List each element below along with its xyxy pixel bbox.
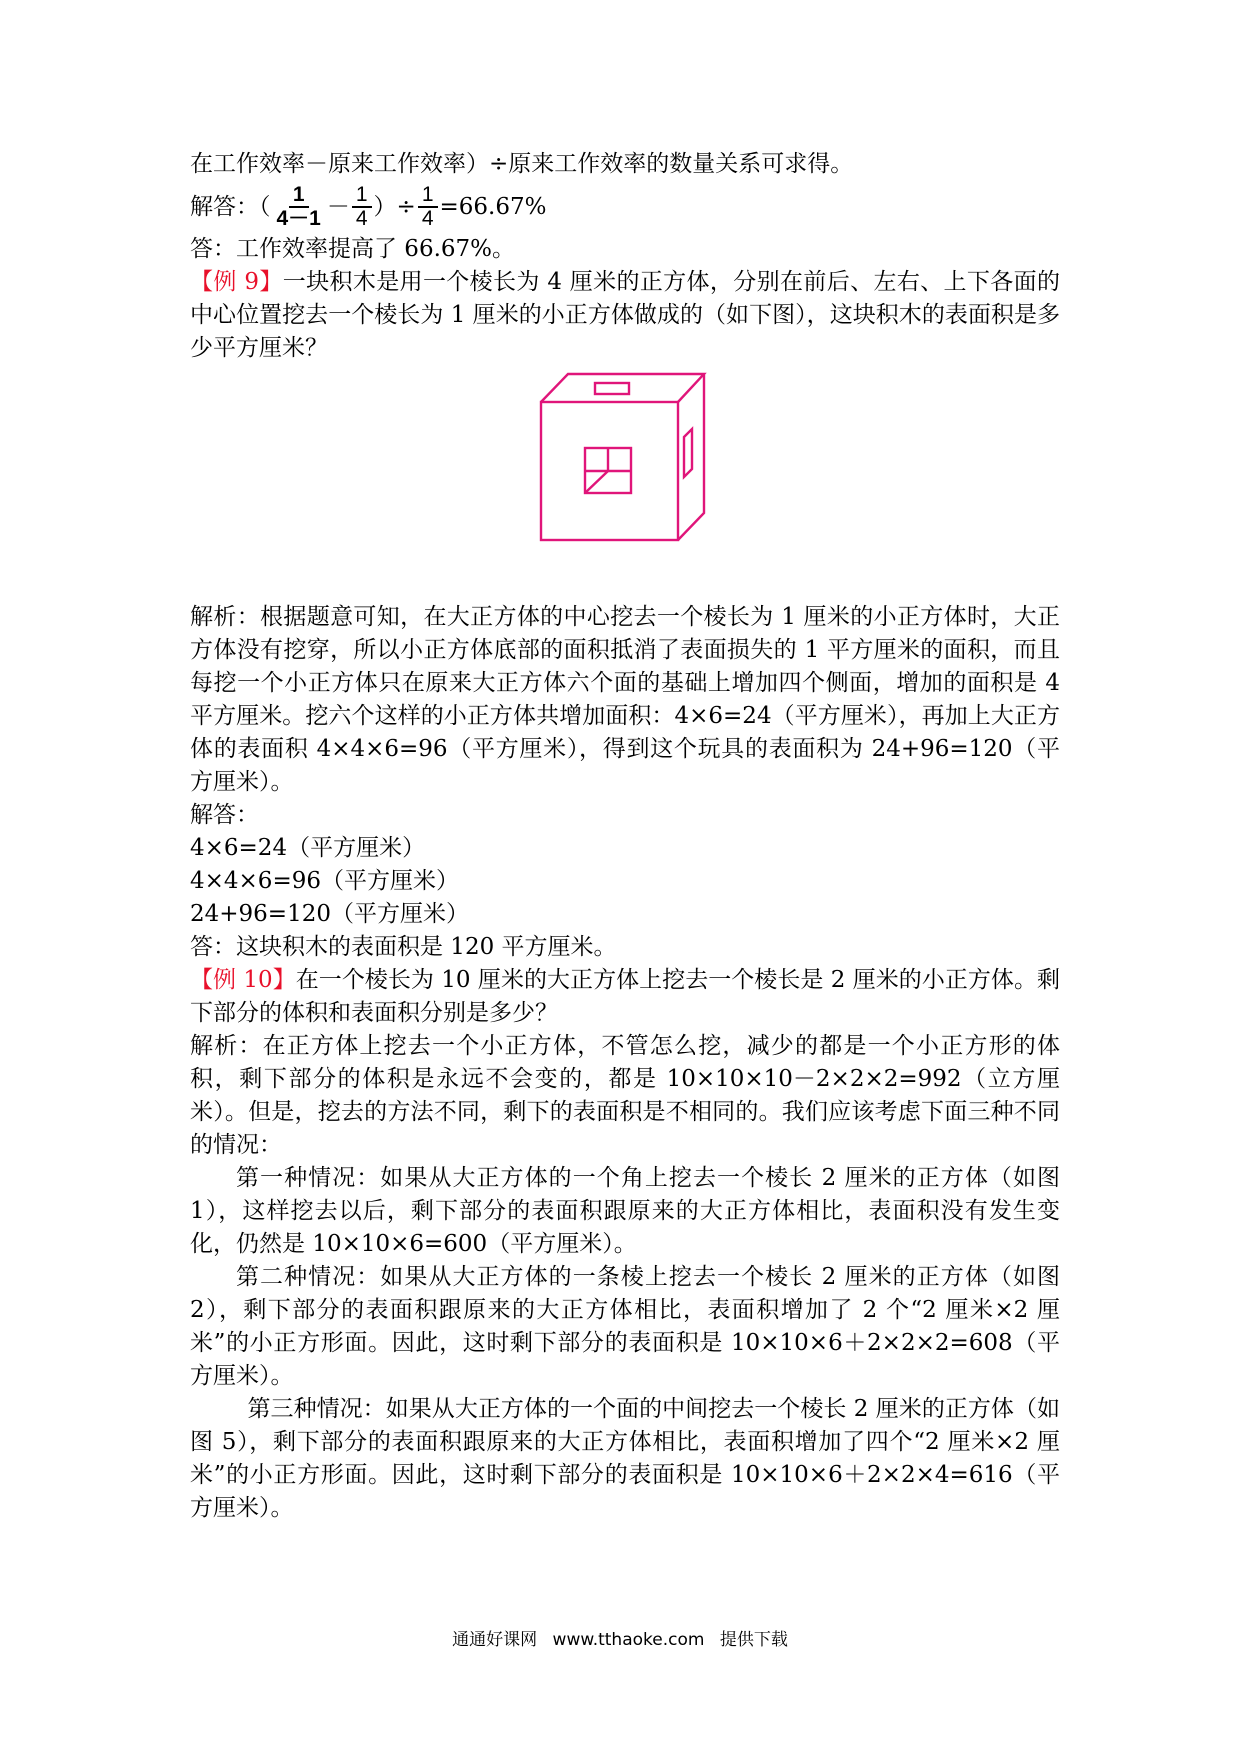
example-10-text: 在一个棱长为 10 厘米的大正方体上挖去一个棱长是 2 厘米的小正方体。剩下部分的体积和表面积分别是多少？ [190, 967, 1060, 1026]
example-9-step-1: 4×6=24（平方厘米） [190, 835, 426, 861]
intro-line: 在工作效率－原来工作效率）÷原来工作效率的数量关系可求得。 [190, 151, 854, 177]
footer-url[interactable]: www.tthaoke.com [552, 1630, 705, 1650]
page-footer [0, 1625, 1240, 1650]
answer-1: 答：工作效率提高了 66.67%。 [190, 236, 516, 262]
footer-site-name: 通通好课网 [452, 1630, 538, 1650]
fraction-3: $\frac{1}{4}$ [418, 184, 438, 230]
hollowed-cube-diagram [538, 371, 718, 551]
fraction-1: $\frac{1}{4-1}$ [276, 183, 321, 230]
solution-result: =66.67% [439, 193, 547, 220]
example-9-step-3: 24+96=120（平方厘米） [190, 901, 469, 927]
fraction-2: $\frac{1}{4}$ [352, 184, 372, 230]
footer-suffix: 提供下载 [719, 1630, 788, 1650]
divide-sign: ）÷ [373, 193, 416, 220]
solution-label: 解答：（ [190, 193, 271, 220]
example-9-answer: 答：这块积木的表面积是 120 平方厘米。 [190, 934, 617, 960]
example-10-case-1: 第一种情况：如果从大正方体的一个角上挖去一个棱长 2 厘米的正方体（如图 1），这样挖去以后，剩下部分的表面积跟原来的大正方体相比，表面积没有发生变化，仍然是 10×10×6=600（平方厘米）。 [190, 1165, 1060, 1257]
example-9-question [190, 266, 1060, 365]
example-10-analysis: 解析：在正方体上挖去一个小正方体，不管怎么挖，减少的都是一个小正方形的体积，剩下部分的体积是永远不会变的，都是 10×10×10－2×2×2=992（立方厘米）。但是，挖去的方法不同，剩下的表面积是不相同的。我们应该考虑下面三种不同的情况： [190, 1033, 1060, 1158]
example-10-tag: 【例 10】 [190, 967, 296, 993]
example-9-analysis: 解析：根据题意可知，在大正方体的中心挖去一个棱长为 1 厘米的小正方体时，大正方体没有挖穿，所以小正方体底部的面积抵消了表面损失的 1 平方厘米的面积，而且每挖一个小正方体只在原来大正方体六个面的基础上增加四个侧面，增加的面积是 4 平方厘米。挖六个这样的小正方体共增加面积：4×6=24（平方厘米），再加上大正方体的表面积 4×4×6=96（平方厘米），得到这个玩具的表面积为 24+96=120（平方厘米）。 [190, 604, 1060, 795]
example-10-case-3: 第三种情况：如果从大正方体的一个面的中间挖去一个棱长 2 厘米的正方体（如图 5），剩下部分的表面积跟原来的大正方体相比，表面积增加了四个“2 厘米×2 厘米”的小正方形面。因此，这时剩下部分的表面积是 10×10×6＋2×2×4=616（平方厘米）。 [190, 1396, 1060, 1521]
example-9-solution-label: 解答： [190, 802, 259, 828]
example-9-text: 一块积木是用一个棱长为 4 厘米的正方体，分别在前后、左右、上下各面的中心位置挖去一个棱长为 1 厘米的小正方体做成的（如下图），这块积木的表面积是多少平方厘米？ [190, 269, 1060, 361]
solution-formula [190, 183, 1060, 231]
page-content [190, 148, 1060, 1525]
example-9-step-2: 4×4×6=96（平方厘米） [190, 868, 459, 894]
minus-sign: － [326, 193, 350, 220]
cube-figure [190, 371, 1060, 591]
example-10-question [190, 964, 1060, 1030]
example-9-tag: 【例 9】 [190, 269, 283, 295]
example-10-case-2: 第二种情况：如果从大正方体的一条棱上挖去一个棱长 2 厘米的正方体（如图 2），剩下部分的表面积跟原来的大正方体相比，表面积增加了 2 个“2 厘米×2 厘米”的小正方形面。因此，这时剩下部分的表面积是 10×10×6＋2×2×2=608（平方厘米）。 [190, 1264, 1060, 1389]
